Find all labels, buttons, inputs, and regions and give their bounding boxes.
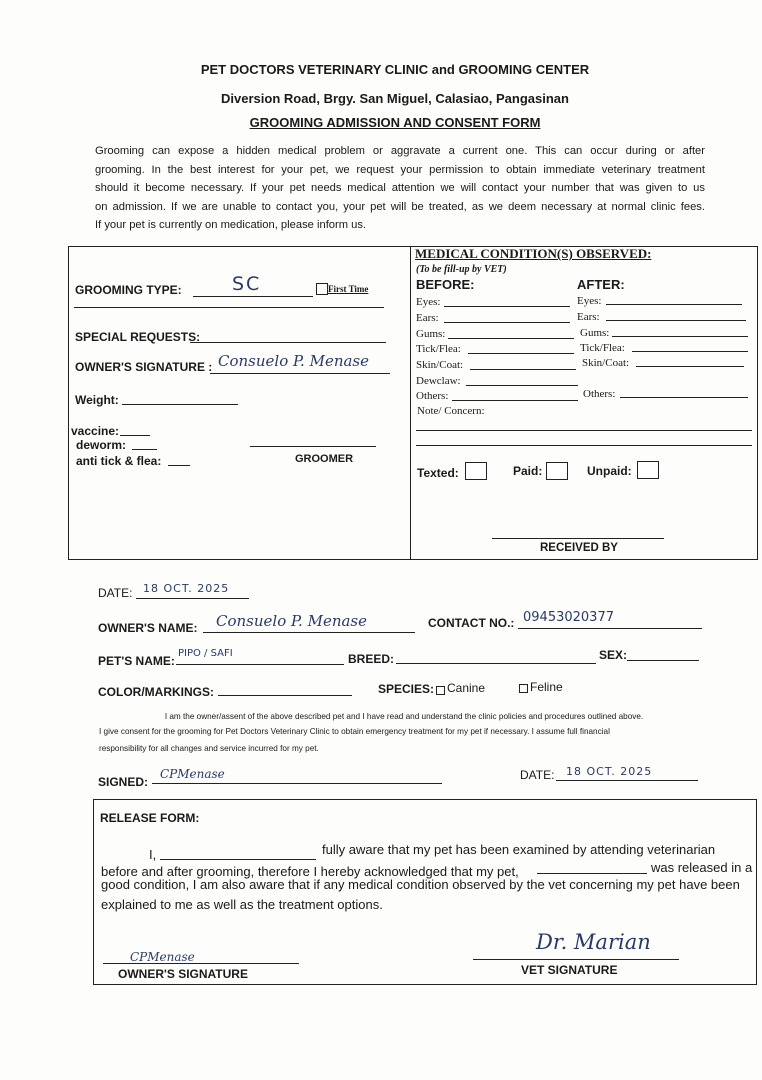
signed-date-value: 18 OCT. 2025 xyxy=(566,765,653,778)
consent-line: responsibility for all changes and service incurred for my pet. xyxy=(99,744,319,753)
note-concern-label: Note/ Concern: xyxy=(417,405,485,417)
release-pet-line[interactable] xyxy=(537,873,647,874)
pet-name-value: PIPO / SAFI xyxy=(178,648,233,659)
owner-name-line[interactable] xyxy=(203,632,415,633)
release-line1-text: fully aware that my pet has been examined by attending veterinarian xyxy=(322,842,716,857)
sex-label: SEX: xyxy=(599,648,628,662)
before-eyes-label: Eyes: xyxy=(416,296,441,308)
unpaid-label: Unpaid: xyxy=(587,464,632,478)
after-others-label: Others: xyxy=(583,388,616,400)
consent-line: I am the owner/assent of the above described pet and I have read and understand the clinic policies and procedures outlined above. xyxy=(164,712,644,721)
medical-title: MEDICAL CONDITION(S) OBSERVED: xyxy=(415,246,652,261)
before-tick-label: Tick/Flea: xyxy=(416,343,461,355)
owner-signature-label: OWNER'S SIGNATURE : xyxy=(75,360,213,374)
release-title: RELEASE FORM: xyxy=(100,811,200,825)
grooming-type-extra-line xyxy=(74,307,384,308)
contact-value: 09453020377 xyxy=(523,610,614,625)
owner-signature-value: Consuelo P. Menase xyxy=(218,352,370,370)
vaccine-line[interactable] xyxy=(120,435,150,436)
release-line2-end: was released in a xyxy=(651,860,753,875)
intro-paragraph xyxy=(95,142,705,235)
before-skin-label: Skin/Coat: xyxy=(416,359,464,371)
date-value: 18 OCT. 2025 xyxy=(143,582,230,595)
signed-value: CPMenase xyxy=(160,767,225,781)
before-ears-line[interactable] xyxy=(444,322,570,323)
signed-label: SIGNED: xyxy=(98,775,149,789)
after-eyes-line[interactable] xyxy=(606,304,742,305)
after-skin-line[interactable] xyxy=(636,366,744,367)
before-others-line[interactable] xyxy=(452,400,578,401)
consent-line: I give consent for the grooming for Pet Doctors Veterinary Clinic to obtain emergency treatment for my pet if necessary. I assume full financial xyxy=(99,727,610,736)
special-requests-label: SPECIAL REQUESTS: xyxy=(75,330,201,344)
after-ears-line[interactable] xyxy=(606,320,746,321)
deworm-line[interactable] xyxy=(132,449,157,450)
groomer-line xyxy=(250,446,376,447)
signed-line xyxy=(152,783,442,784)
intro-line: grooming. In the best interest for your pet, we request your permission to obtain immediate veterinary treatment xyxy=(95,163,705,176)
after-skin-label: Skin/Coat: xyxy=(582,357,630,369)
date-label: DATE: xyxy=(98,586,133,600)
breed-line[interactable] xyxy=(396,663,596,664)
after-others-line[interactable] xyxy=(620,397,748,398)
contact-line[interactable] xyxy=(518,628,702,629)
contact-label: CONTACT NO.: xyxy=(428,616,515,630)
release-owner-signature-label: OWNER'S SIGNATURE xyxy=(118,967,248,981)
weight-label: Weight: xyxy=(75,393,119,407)
color-markings-label: COLOR/MARKINGS: xyxy=(98,685,214,699)
paid-label: Paid: xyxy=(513,464,543,478)
vet-signature-line xyxy=(473,959,679,960)
vet-signature-value: Dr. Marian xyxy=(536,930,651,954)
clinic-address: Diversion Road, Brgy. San Miguel, Calasiao, Pangasinan xyxy=(221,91,569,106)
vet-signature-label: VET SIGNATURE xyxy=(521,963,618,977)
canine-label: Canine xyxy=(447,681,486,695)
after-label: AFTER: xyxy=(577,277,625,292)
signed-date-line[interactable] xyxy=(556,780,698,781)
groomer-label: GROOMER xyxy=(295,453,354,465)
form-title: GROOMING ADMISSION AND CONSENT FORM xyxy=(249,115,541,130)
received-by-label: RECEIVED BY xyxy=(540,542,618,554)
feline-label: Feline xyxy=(530,680,563,694)
release-line3-text: good condition, I am also aware that if any medical condition observed by the vet concerning my pet have been xyxy=(101,877,740,892)
intro-line: If your pet is currently on medication, please inform us. xyxy=(95,219,367,232)
owner-name-value: Consuelo P. Menase xyxy=(216,612,368,630)
paid-checkbox[interactable] xyxy=(546,462,568,480)
breed-label: BREED: xyxy=(348,652,395,666)
deworm-label: deworm: xyxy=(76,438,127,452)
signed-date-label: DATE: xyxy=(520,768,555,782)
grooming-type-line[interactable] xyxy=(193,296,313,297)
release-owner-signature-value: CPMenase xyxy=(130,950,195,964)
weight-line[interactable] xyxy=(122,404,238,405)
first-time-checkbox[interactable] xyxy=(316,283,328,295)
grooming-type-label: GROOMING TYPE: xyxy=(75,283,182,297)
release-line4-text: explained to me as well as the treatment options. xyxy=(101,897,383,912)
column-divider xyxy=(410,246,411,560)
unpaid-checkbox[interactable] xyxy=(637,461,659,479)
after-gums-label: Gums: xyxy=(580,327,610,339)
pet-name-line[interactable] xyxy=(176,664,344,665)
clinic-name: PET DOCTORS VETERINARY CLINIC and GROOMING CENTER xyxy=(200,62,590,77)
before-dewclaw-label: Dewclaw: xyxy=(416,375,461,387)
intro-line: Grooming can expose a hidden medical problem or aggravate a current one. This can occur during or after xyxy=(95,145,705,157)
release-i-label: I, xyxy=(149,847,157,862)
vaccine-label: vaccine: xyxy=(71,424,120,438)
first-time-label: First Time xyxy=(328,284,369,294)
after-tick-label: Tick/Flea: xyxy=(580,342,625,354)
after-eyes-label: Eyes: xyxy=(577,295,602,307)
before-skin-line[interactable] xyxy=(470,369,576,370)
date-line[interactable] xyxy=(136,598,249,599)
owner-name-label: OWNER'S NAME: xyxy=(98,621,198,635)
before-gums-label: Gums: xyxy=(416,328,446,340)
texted-checkbox[interactable] xyxy=(465,462,487,480)
before-eyes-line[interactable] xyxy=(444,306,570,307)
color-markings-line[interactable] xyxy=(218,695,352,696)
sex-line[interactable] xyxy=(627,660,699,661)
special-requests-line[interactable] xyxy=(190,342,386,343)
note-line-2[interactable] xyxy=(416,445,752,446)
intro-line: should it become necessary. If your pet needs medical attention we will contact your number that was given to us xyxy=(95,182,705,195)
canine-checkbox[interactable] xyxy=(436,686,445,695)
before-tick-line[interactable] xyxy=(468,353,574,354)
medical-subtitle: (To be fill-up by VET) xyxy=(416,264,507,275)
release-line2-text: before and after grooming, therefore I hereby acknowledged that my pet, xyxy=(101,864,519,879)
species-label: SPECIES: xyxy=(378,682,435,696)
feline-checkbox[interactable] xyxy=(519,684,528,693)
release-name-line[interactable] xyxy=(160,859,316,860)
owner-signature-line xyxy=(210,373,390,374)
release-owner-signature-line xyxy=(103,963,299,964)
received-by-line xyxy=(492,538,664,539)
after-ears-label: Ears: xyxy=(577,311,600,323)
before-label: BEFORE: xyxy=(416,277,475,292)
intro-line: on admission. If we are unable to contact you, your pet will be treated, as we deem necessary at normal clinic fees. xyxy=(95,200,705,213)
before-dewclaw-line[interactable] xyxy=(466,385,578,386)
after-tick-line[interactable] xyxy=(632,351,748,352)
before-gums-line[interactable] xyxy=(448,338,574,339)
texted-label: Texted: xyxy=(417,466,459,480)
pet-name-label: PET'S NAME: xyxy=(98,654,175,668)
note-line-1[interactable] xyxy=(416,430,752,431)
after-gums-line[interactable] xyxy=(612,336,748,337)
anti-tick-line[interactable] xyxy=(168,465,190,466)
anti-tick-label: anti tick & flea: xyxy=(76,454,162,468)
before-others-label: Others: xyxy=(416,390,449,402)
before-ears-label: Ears: xyxy=(416,312,439,324)
grooming-type-value: SC xyxy=(232,273,262,295)
